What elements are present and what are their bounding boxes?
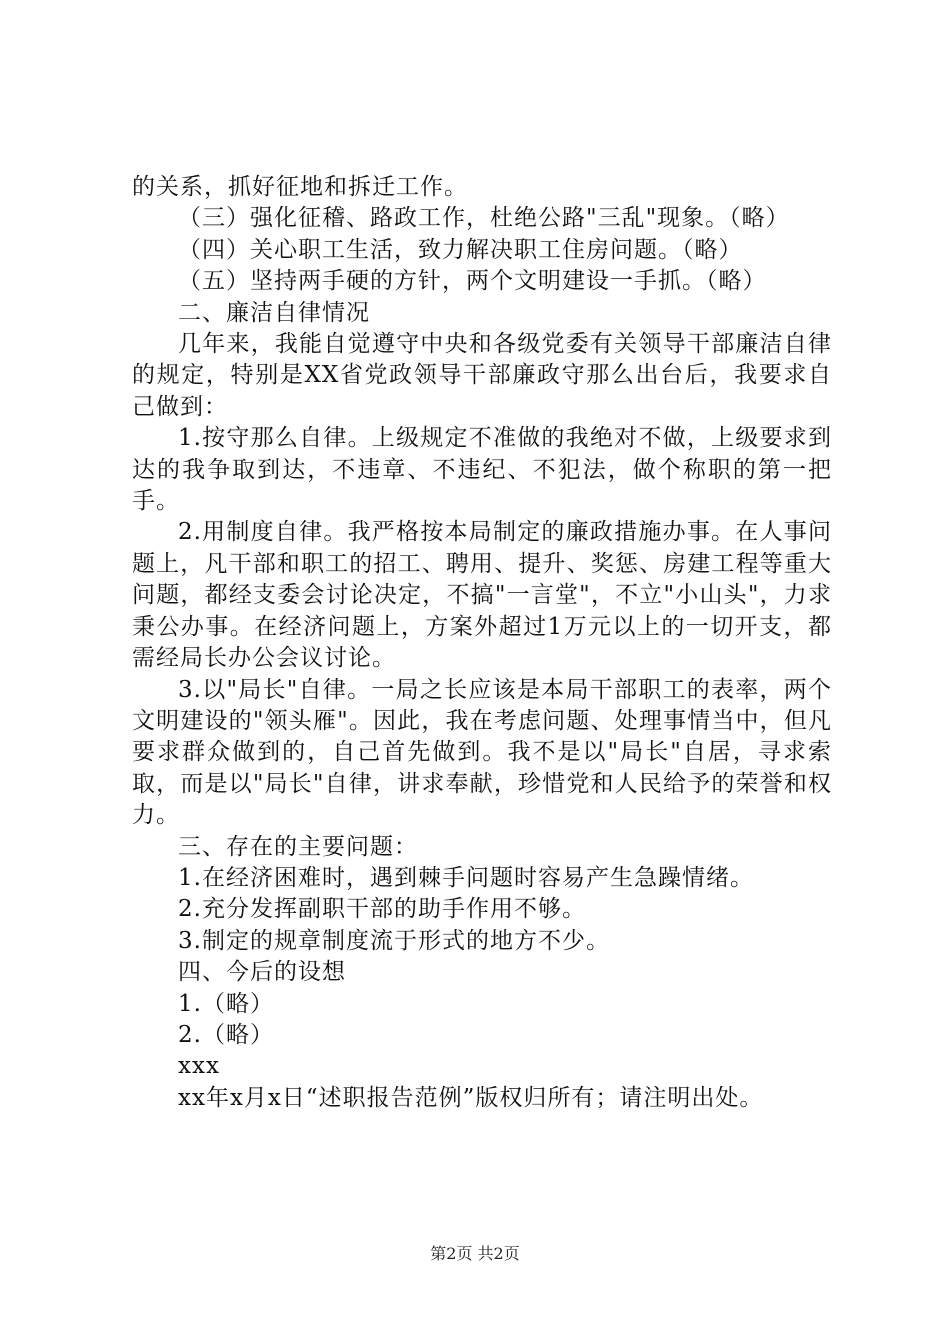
section-heading-4: 四、今后的设想 <box>178 959 346 986</box>
document-body <box>132 172 832 1114</box>
paragraph-item-3: （三）强化征稽、路政工作，杜绝公路"三乱"现象。（略） <box>178 205 790 232</box>
paragraph-point-3: 3.以"局长"自律。一局之长应该是本局干部职工的表率，两个文明建设的"领头雁"。因此，我在考虑问题、处理事情当中，但凡要求群众做到的，自己首先做到。我不是以"局长"自居，寻求索取，而是以"局长"自律，讲求奉献，珍惜党和人民给予的荣誉和权力。 <box>132 676 832 829</box>
problem-item-1: 1.在经济困难时，遇到棘手问题时容易产生急躁情绪。 <box>178 864 754 891</box>
paragraph-item-5: （五）坚持两手硬的方针，两个文明建设一手抓。（略） <box>178 268 767 295</box>
date-copyright-line: xx年x月x日“述职报告范例”版权归所有；请注明出处。 <box>178 1084 764 1111</box>
page-number: 第2页 共2页 <box>430 1244 520 1263</box>
plan-item-1: 1.（略） <box>178 990 274 1017</box>
signature-name: xxx <box>178 1053 220 1080</box>
section-heading-3: 三、存在的主要问题： <box>178 833 418 860</box>
plan-item-2: 2.（略） <box>178 1021 274 1048</box>
problem-item-2: 2.充分发挥副职干部的助手作用不够。 <box>178 896 586 923</box>
problem-item-3: 3.制定的规章制度流于形式的地方不少。 <box>178 927 610 954</box>
paragraph-point-1: 1.按守那么自律。上级规定不准做的我绝对不做，上级要求到达的我争取到达，不违章、不违纪、不犯法，做个称职的第一把手。 <box>132 425 832 515</box>
paragraph-intro: 几年来，我能自觉遵守中央和各级党委有关领导干部廉洁自律的规定，特别是XX省党政领导干部廉政守那么出台后，我要求自己做到： <box>132 331 832 420</box>
paragraph-item-4: （四）关心职工生活，致力解决职工住房问题。（略） <box>178 236 743 263</box>
section-heading-2: 二、廉洁自律情况 <box>178 299 370 326</box>
paragraph-continuation: 的关系，抓好征地和拆迁工作。 <box>132 174 468 200</box>
paragraph-point-2: 2.用制度自律。我严格按本局制定的廉政措施办事。在人事问题上，凡干部和职工的招工、聘用、提升、奖惩、房建工程等重大问题，都经支委会讨论决定，不搞"一言堂"，不立"小山头"，力求秉公办事。在经济问题上，方案外超过1万元以上的一切开支，都需经局长办公会议讨论。 <box>132 519 832 672</box>
page-footer <box>0 1244 950 1264</box>
